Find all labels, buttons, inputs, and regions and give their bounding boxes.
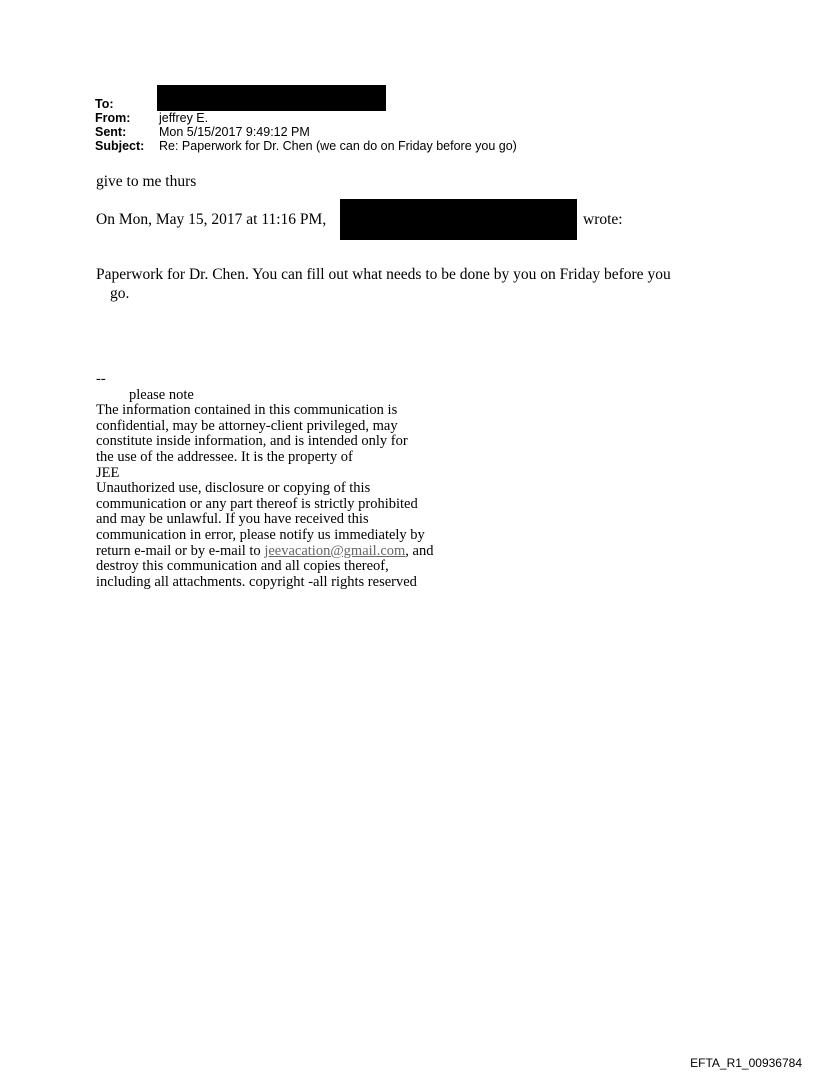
sender-redaction-box (340, 199, 577, 240)
disclaimer-line: destroy this communication and all copies thereof, (96, 558, 389, 575)
disclaimer-line: the use of the addressee. It is the property of (96, 448, 353, 465)
please-note: please note (129, 386, 194, 403)
sent-label: Sent: (95, 125, 127, 139)
subject-label: Subject: (95, 139, 145, 153)
disclaimer-line: communication or any part thereof is strictly prohibited (96, 495, 418, 512)
quote-intro: On Mon, May 15, 2017 at 11:16 PM, (96, 211, 327, 228)
from-label: From: (95, 111, 131, 125)
email-link[interactable]: jeevacation@gmail.com (264, 542, 406, 559)
disclaimer-line: and may be unlawful. If you have received this (96, 511, 369, 528)
subject-value: Re: Paperwork for Dr. Chen (we can do on Friday before you go) (159, 139, 517, 153)
to-redaction-box (157, 85, 386, 111)
quote-wrote: wrote: (583, 211, 623, 228)
quoted-line-2: go. (110, 285, 130, 302)
reply-text: give to me thurs (96, 173, 197, 190)
document-id: EFTA_R1_00936784 (690, 1056, 802, 1070)
header-sent-row (95, 125, 517, 139)
from-value: jeffrey E. (159, 111, 209, 125)
header-from-row (95, 111, 517, 125)
sent-value: Mon 5/15/2017 9:49:12 PM (159, 125, 310, 139)
header-subject-row (95, 139, 517, 153)
disclaimer-line: including all attachments. copyright -all rights reserved (96, 573, 417, 590)
signature-dashes: -- (96, 371, 106, 387)
disclaimer-line: communication in error, please notify us immediately by (96, 526, 425, 543)
return-suffix: , and (405, 542, 434, 559)
quoted-message (96, 265, 716, 303)
signature-block (96, 372, 496, 590)
to-label: To: (95, 97, 114, 111)
return-prefix: return e-mail or by e-mail to (96, 542, 265, 559)
disclaimer-line: constitute inside information, and is intended only for (96, 433, 408, 450)
disclaimer-line: confidential, may be attorney-client privileged, may (96, 417, 398, 434)
disclaimer-line: JEE (96, 464, 120, 481)
disclaimer-line-email (96, 544, 496, 560)
quoted-line-1: Paperwork for Dr. Chen. You can fill out what needs to be done by you on Friday before you (96, 266, 671, 283)
disclaimer-line: Unauthorized use, disclosure or copying of this (96, 480, 371, 497)
disclaimer-line: The information contained in this communication is (96, 402, 398, 419)
